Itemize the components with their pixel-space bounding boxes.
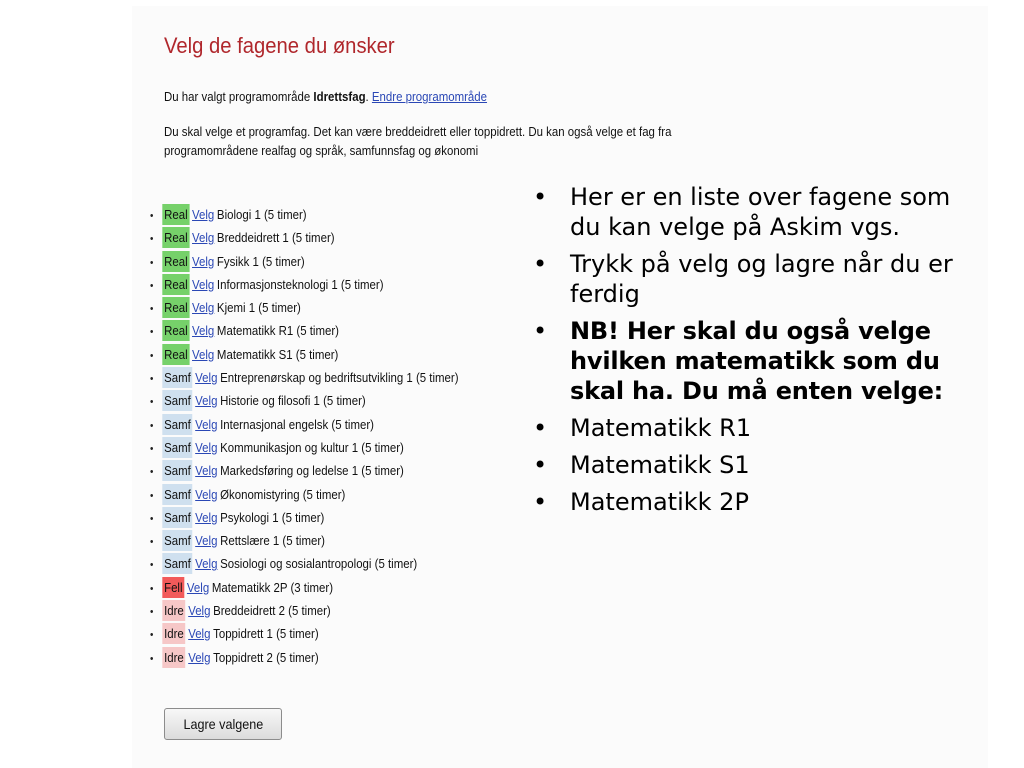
course-row [150,274,459,297]
course-category-tag: Samf [162,414,192,435]
course-name: Sosiologi og sosialantropologi (5 timer) [220,556,418,572]
select-course-link[interactable]: Velg [195,463,218,479]
bullet-icon: • [150,373,154,386]
course-name: Historie og filosofi 1 (5 timer) [220,393,366,409]
course-category-tag: Samf [162,390,192,411]
select-course-link[interactable]: Velg [192,346,215,362]
program-info [164,87,487,106]
course-row [150,553,459,576]
program-prefix: Du har valgt programområde [164,89,314,104]
course-name: Breddeidrett 1 (5 timer) [216,230,335,246]
bullet-icon: • [150,349,154,362]
bullet-icon: • [150,279,154,292]
course-row [150,484,459,507]
bullet-icon: • [150,512,154,525]
change-program-link[interactable]: Endre programområde [371,89,488,104]
select-course-link[interactable]: Velg [188,649,211,665]
course-category-tag: Idre [162,600,185,621]
select-course-link[interactable]: Velg [192,207,215,222]
course-name: Markedsføring og ledelse 1 (5 timer) [220,463,404,479]
course-category-tag: Samf [162,484,192,505]
course-row [150,320,459,343]
course-category-tag: Samf [162,460,192,481]
course-name: Matematikk S1 (5 timer) [216,346,339,362]
note-item: • Trykk på velg og lagre når du er ferdig [533,249,983,309]
select-course-link[interactable]: Velg [186,579,210,595]
course-category-tag: Idre [162,647,185,668]
course-category-tag: Fell [162,577,184,598]
bullet-icon: • [150,326,154,339]
course-name: Rettslære 1 (5 timer) [220,533,325,549]
course-row [150,507,459,530]
course-row [150,390,459,413]
bullet-icon: • [150,396,154,409]
note-item: • Matematikk S1 [533,450,983,480]
note-item: • Matematikk 2P [533,487,983,517]
course-name: Informasjonsteknologi 1 (5 timer) [216,276,384,292]
course-row [150,530,459,553]
notes-list [533,182,983,524]
course-category-tag: Real [162,320,189,341]
select-course-link[interactable]: Velg [195,509,218,525]
course-name: Matematikk 2P (3 timer) [211,579,334,595]
bullet-icon: • [150,489,154,502]
save-button-label: Lagre valgene [183,716,263,732]
page-title: Velg de fagene du ønsker [164,33,395,58]
course-name: Økonomistyring (5 timer) [220,486,346,502]
note-item: • NB! Her skal du også velge hvilken matematikk som du skal ha. Du må enten velge: [533,316,983,406]
course-row [150,367,459,390]
bullet-icon: • [150,442,154,455]
course-category-tag: Samf [162,437,192,458]
course-row [150,204,459,227]
bullet-icon: • [150,559,154,572]
select-course-link[interactable]: Velg [195,439,218,455]
course-name: Kjemi 1 (5 timer) [216,300,301,316]
course-name: Entreprenørskap og bedriftsutvikling 1 (5 timer) [220,370,459,386]
select-course-link[interactable]: Velg [188,626,211,642]
instruction-line-2: programområdene realfag og språk, samfunnsfag og økonomi [164,143,479,158]
bullet-icon: • [150,419,154,432]
course-row [150,251,459,274]
save-button[interactable] [164,708,282,740]
course-row [150,647,459,670]
note-item: • Matematikk R1 [533,413,983,443]
select-course-link[interactable]: Velg [192,230,215,246]
course-category-tag: Samf [162,553,192,574]
course-category-tag: Real [162,227,189,248]
select-course-link[interactable]: Velg [192,300,215,316]
course-row [150,600,459,623]
select-course-link[interactable]: Velg [192,323,215,339]
course-category-tag: Samf [162,530,192,551]
course-row [150,437,459,460]
course-row [150,460,459,483]
bullet-icon: • [150,233,154,246]
course-category-tag: Real [162,204,189,225]
note-item: • Her er en liste over fagene som du kan velge på Askim vgs. [533,182,983,242]
course-list [150,204,501,670]
instruction-line-1: Du skal velge et programfag. Det kan være breddeidrett eller toppidrett. Du kan også velge et fag fra [164,124,672,139]
bullet-icon: • [150,606,154,619]
select-course-link[interactable]: Velg [192,253,215,269]
course-name: Kommunikasjon og kultur 1 (5 timer) [220,439,404,455]
course-category-tag: Idre [162,623,185,644]
select-course-link[interactable]: Velg [195,370,218,386]
course-name: Breddeidrett 2 (5 timer) [213,603,331,619]
course-name: Toppidrett 1 (5 timer) [213,626,319,642]
course-row [150,414,459,437]
course-category-tag: Real [162,344,189,365]
select-course-link[interactable]: Velg [195,393,218,409]
course-category-tag: Samf [162,507,192,528]
bullet-icon: • [150,629,154,642]
course-name: Biologi 1 (5 timer) [216,207,307,222]
select-course-link[interactable]: Velg [195,416,218,432]
course-name: Matematikk R1 (5 timer) [216,323,339,339]
course-name: Psykologi 1 (5 timer) [220,509,325,525]
program-suffix: . [365,89,372,104]
select-course-link[interactable]: Velg [195,533,218,549]
bullet-icon: • [150,256,154,269]
bullet-icon: • [150,210,154,222]
program-name: Idrettsfag [313,89,366,104]
select-course-link[interactable]: Velg [195,556,218,572]
course-row [150,577,459,600]
select-course-link[interactable]: Velg [192,276,215,292]
bullet-icon: • [150,303,154,316]
bullet-icon: • [150,582,154,595]
course-name: Fysikk 1 (5 timer) [216,253,305,269]
select-course-link[interactable]: Velg [188,603,211,619]
course-category-tag: Real [162,274,189,295]
course-row [150,297,459,320]
course-name: Internasjonal engelsk (5 timer) [220,416,374,432]
course-row [150,227,459,250]
course-name: Toppidrett 2 (5 timer) [213,649,319,665]
bullet-icon: • [150,466,154,479]
select-course-link[interactable]: Velg [195,486,218,502]
bullet-icon: • [150,652,154,665]
course-row [150,344,459,367]
course-category-tag: Samf [162,367,192,388]
course-category-tag: Real [162,297,189,318]
course-category-tag: Real [162,251,189,272]
course-row [150,623,459,646]
bullet-icon: • [150,536,154,549]
